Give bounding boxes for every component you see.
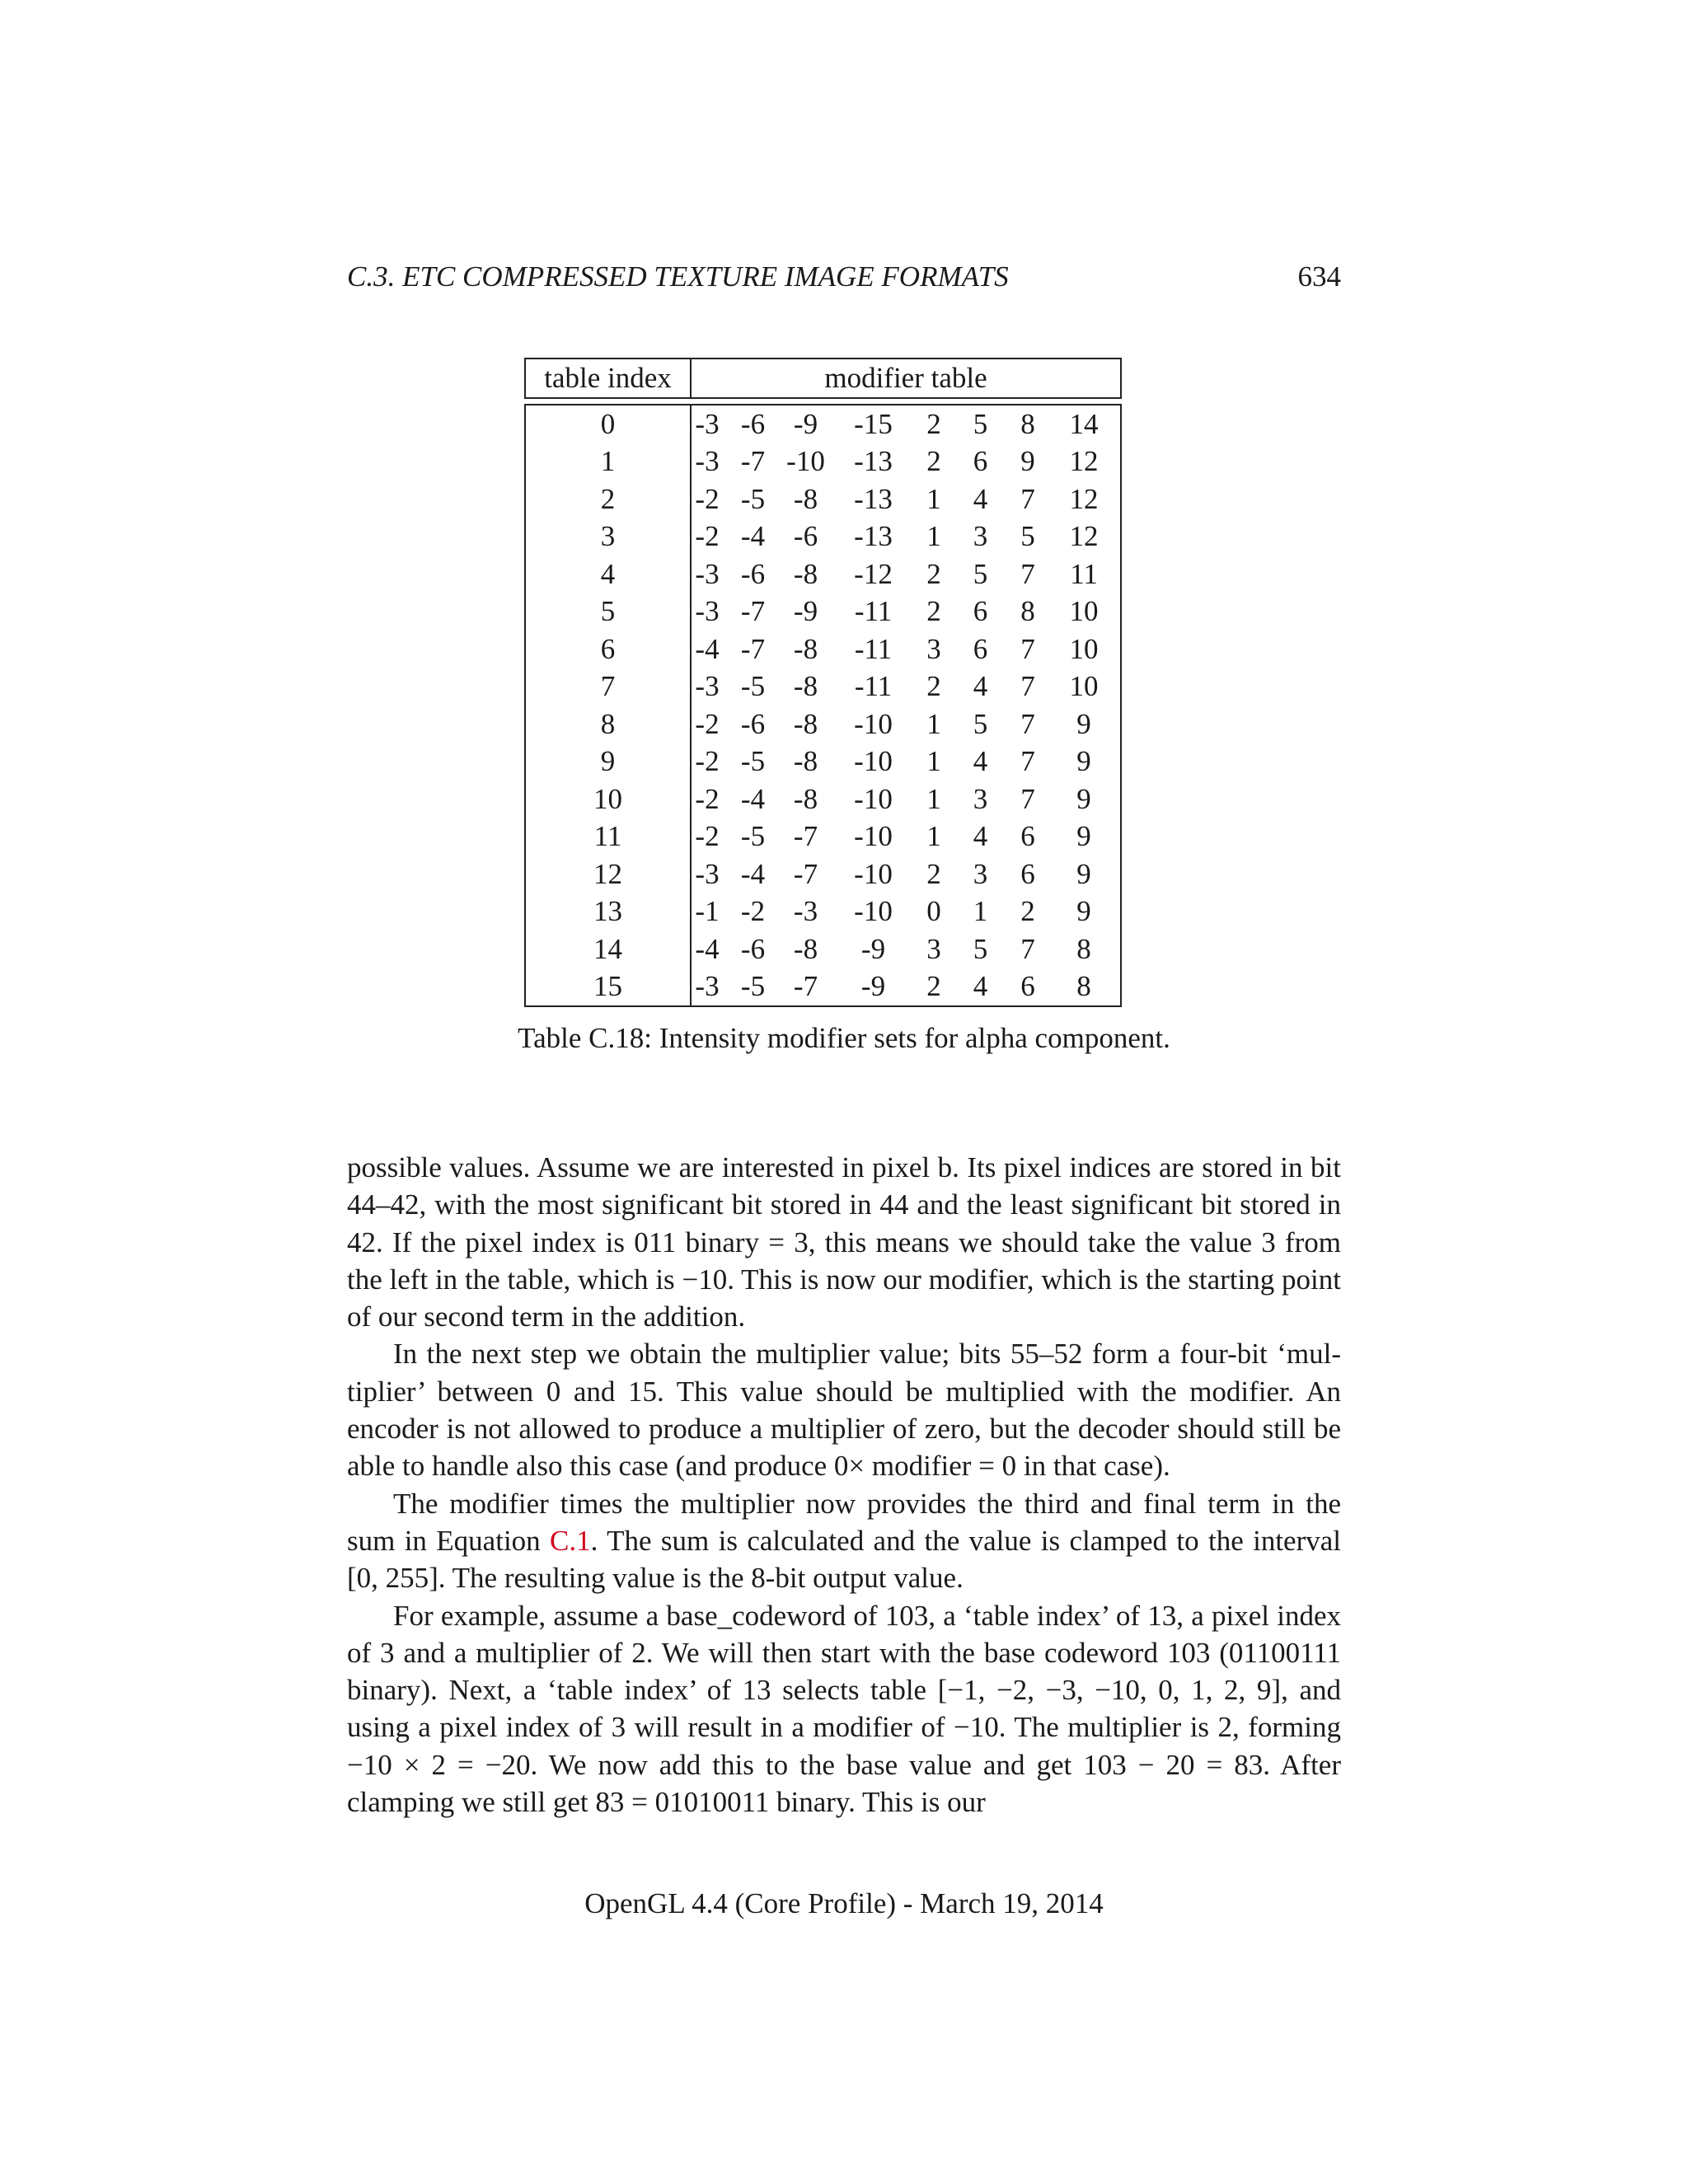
modifier-value-cell: -13 [854, 445, 893, 477]
modifier-value-cell: -5 [740, 745, 766, 777]
modifier-value-cell: -12 [854, 557, 893, 590]
page-footer: OpenGL 4.4 (Core Profile) - March 19, 2014 [584, 1887, 1104, 1919]
table-index-cell: 1 [524, 443, 692, 480]
table-row [524, 855, 1122, 893]
modifier-value-cell: -8 [793, 707, 818, 740]
modifier-value-cell: -7 [783, 968, 846, 1007]
modifier-value-cell: 1 [926, 745, 941, 777]
modifier-value-cell: 9 [1059, 855, 1122, 893]
modifier-value-cell: -13 [854, 482, 893, 515]
modifier-value-cell: 9 [1059, 743, 1122, 780]
modifier-value-cell: 8 [1011, 404, 1059, 443]
modifier-value-cell: 2 [1020, 895, 1035, 927]
modifier-table-container [524, 358, 1122, 1007]
modifier-value-cell: -15 [846, 404, 918, 443]
modifier-value-cell: -7 [793, 820, 818, 852]
paragraph-1: possible values. Assume we are interested in pixel b. Its pixel indices are stored in bit 44–42, with the most significant bit stored in 44 and the least significant bit stored in 42. If the pixel index is 011 binary = 3, this means we should take the value 3 from the left in the table, which is −10. This is now our modifier, which is the starting point of our second term in the addition. [347, 1151, 1341, 1333]
running-title: C.3. ETC COMPRESSED TEXTURE IMAGE FORMATS [347, 260, 1009, 293]
table-index-cell: 3 [524, 518, 692, 555]
modifier-value-cell: -10 [854, 820, 893, 852]
modifier-value-cell: -11 [854, 595, 893, 627]
table-index-cell: 4 [524, 555, 692, 593]
modifier-value-cell: -5 [740, 670, 766, 702]
modifier-value-cell: -9 [846, 968, 918, 1007]
table-index-cell: 2 [524, 480, 692, 518]
modifier-value-cell: 8 [1059, 930, 1122, 968]
modifier-value-cell: 9 [1020, 445, 1035, 477]
table-index-cell: 12 [524, 855, 692, 893]
modifier-value-cell: 9 [1059, 818, 1122, 855]
modifier-value-cell: -10 [854, 895, 893, 927]
modifier-value-cell: 5 [973, 557, 988, 590]
table-index-cell: 0 [524, 404, 692, 443]
modifier-value-cell: 10 [1059, 668, 1122, 705]
modifier-value-cell: 11 [1059, 555, 1122, 593]
modifier-value-cell: -7 [740, 632, 766, 665]
table-row [524, 480, 1122, 518]
modifier-value-cell: -5 [740, 820, 766, 852]
table-row [524, 630, 1122, 668]
modifier-value-cell: 7 [1020, 670, 1035, 702]
modifier-value-cell: 2 [918, 404, 964, 443]
modifier-value-cell: 7 [1020, 632, 1035, 665]
modifier-value-cell: -6 [793, 520, 818, 552]
modifier-value-cell: -7 [793, 857, 818, 890]
table-row [524, 593, 1122, 630]
modifier-value-cell: 1 [926, 707, 941, 740]
modifier-value-cell: 14 [1059, 404, 1122, 443]
table-row [524, 930, 1122, 968]
modifier-value-cell: 6 [973, 632, 988, 665]
modifier-value-cell: -9 [783, 404, 846, 443]
modifier-value-cell: 3 [926, 632, 941, 665]
modifier-value-cell: 6 [1011, 968, 1059, 1007]
table-index-cell: 7 [524, 668, 692, 705]
modifier-value-cell: 5 [973, 932, 988, 965]
table-row [524, 443, 1122, 480]
modifier-value-cell: 4 [973, 820, 988, 852]
modifier-value-cell: -10 [854, 745, 893, 777]
table-index-cell: 11 [524, 818, 692, 855]
modifier-value-cell: 4 [973, 670, 988, 702]
modifier-value-cell: -8 [793, 632, 818, 665]
table-row [524, 555, 1122, 593]
modifier-value-cell: 1 [973, 895, 988, 927]
modifier-value-cell: -11 [854, 670, 893, 702]
modifier-value-cell: -8 [793, 932, 818, 965]
modifier-value-cell: 3 [973, 782, 988, 815]
modifier-value-cell: 7 [1020, 707, 1035, 740]
modifier-table-header: modifier table [692, 358, 1122, 399]
modifier-value-cell: 12 [1059, 443, 1122, 480]
modifier-value-cell: 4 [973, 482, 988, 515]
modifier-value-cell: -8 [793, 782, 818, 815]
table-row [524, 518, 1122, 555]
modifier-value-cell: 7 [1020, 482, 1035, 515]
table-index-cell: 14 [524, 930, 692, 968]
modifier-value-cell: -3 [692, 404, 734, 443]
modifier-value-cell: -3 [695, 595, 720, 627]
modifier-value-cell: 5 [1020, 520, 1035, 552]
modifier-value-cell: -11 [854, 632, 893, 665]
modifier-value-cell: -5 [740, 482, 766, 515]
modifier-value-cell: 4 [964, 968, 1011, 1007]
table-row [524, 818, 1122, 855]
modifier-value-cell: 8 [1059, 968, 1122, 1007]
paragraph-2: In the next step we obtain the multiplier value; bits 55–52 form a four-bit ‘mul-tiplier’ between 0 and 15. This value should be multiplied with the modifier. An encoder is not allowed to produce a multiplier of zero, but the decoder should still be able to handle also this case (and produce 0× modifier = 0 in that case). [347, 1338, 1341, 1483]
modifier-value-cell: 1 [926, 782, 941, 815]
modifier-value-cell: 2 [926, 857, 941, 890]
modifier-value-cell: -3 [695, 670, 720, 702]
modifier-value-cell: 9 [1059, 705, 1122, 743]
modifier-value-cell: -2 [695, 482, 720, 515]
modifier-value-cell: -2 [695, 707, 720, 740]
modifier-value-cell: 1 [926, 520, 941, 552]
page-number: 634 [1297, 260, 1341, 293]
modifier-value-cell: 9 [1059, 780, 1122, 818]
modifier-value-cell: -4 [695, 932, 720, 965]
modifier-value-cell: -6 [734, 404, 783, 443]
modifier-value-cell: 2 [926, 557, 941, 590]
modifier-value-cell: -10 [854, 707, 893, 740]
table-row [524, 743, 1122, 780]
table-index-cell: 8 [524, 705, 692, 743]
table-index-cell: 13 [524, 893, 692, 930]
modifier-value-cell: -3 [695, 445, 720, 477]
body-text [347, 1149, 1341, 1821]
modifier-value-cell: 6 [973, 445, 988, 477]
modifier-value-cell: 5 [964, 404, 1011, 443]
modifier-value-cell: 8 [1020, 595, 1035, 627]
modifier-table [524, 358, 1122, 1007]
modifier-table-body [524, 404, 1122, 1007]
table-index-cell: 15 [524, 968, 692, 1007]
table-row [524, 893, 1122, 930]
modifier-value-cell: 7 [1020, 557, 1035, 590]
modifier-value-cell: -2 [695, 520, 720, 552]
table-row [524, 668, 1122, 705]
modifier-value-cell: 10 [1059, 593, 1122, 630]
modifier-value-cell: -8 [793, 557, 818, 590]
paragraph-4: For example, assume a base_codeword of 103, a ‘table index’ of 13, a pixel index of 3 and a multiplier of 2. We will then start with the base codeword 103 (01100111 binary). Next, a ‘table index’ of 13 selects table [−1, −2, −3, −10, 0, 1, 2, 9], and using a pixel index of 3 will result in a modifier of −10. The multiplier is 2, forming −10 × 2 = −20. We now add this to the base value and get 103 − 20 = 83. After clamping we still get 83 = 01010011 binary. This is our [347, 1599, 1341, 1819]
modifier-value-cell: -9 [793, 595, 818, 627]
modifier-value-cell: 6 [973, 595, 988, 627]
table-index-cell: 10 [524, 780, 692, 818]
modifier-value-cell: -2 [695, 820, 720, 852]
table-row [524, 705, 1122, 743]
modifier-value-cell: -4 [740, 782, 766, 815]
modifier-value-cell: -2 [695, 745, 720, 777]
modifier-value-cell: 3 [973, 520, 988, 552]
modifier-value-cell: 2 [926, 595, 941, 627]
paragraph-3-start: The modifier times the multiplier now provides the third and final term in the sum in Equation [347, 1487, 1341, 1557]
modifier-value-cell: -7 [740, 445, 766, 477]
modifier-value-cell: 3 [926, 932, 941, 965]
modifier-value-cell: -3 [793, 895, 818, 927]
modifier-value-cell: -10 [854, 782, 893, 815]
table-row [524, 404, 1122, 443]
table-index-header: table index [524, 358, 692, 399]
modifier-value-cell: 12 [1059, 518, 1122, 555]
modifier-value-cell: -10 [786, 445, 825, 477]
modifier-value-cell: -2 [740, 895, 766, 927]
modifier-value-cell: 6 [1020, 857, 1035, 890]
table-row [524, 780, 1122, 818]
modifier-value-cell: -8 [793, 670, 818, 702]
modifier-value-cell: -3 [692, 968, 734, 1007]
table-index-cell: 9 [524, 743, 692, 780]
modifier-value-cell: -6 [740, 707, 766, 740]
modifier-value-cell: -10 [854, 857, 893, 890]
modifier-value-cell: 6 [1020, 820, 1035, 852]
modifier-value-cell: 7 [1020, 782, 1035, 815]
modifier-value-cell: -13 [854, 520, 893, 552]
modifier-value-cell: -3 [695, 857, 720, 890]
modifier-value-cell: -8 [793, 482, 818, 515]
modifier-value-cell: -7 [740, 595, 766, 627]
equation-reference-link[interactable]: C.1 [550, 1524, 591, 1557]
table-caption: Table C.18: Intensity modifier sets for alpha component. [518, 1022, 1170, 1054]
modifier-value-cell: 1 [926, 820, 941, 852]
modifier-value-cell: 12 [1059, 480, 1122, 518]
modifier-value-cell: 2 [926, 670, 941, 702]
paragraph-3 [347, 1485, 1341, 1597]
modifier-value-cell: 0 [926, 895, 941, 927]
modifier-value-cell: 2 [926, 445, 941, 477]
modifier-value-cell: -6 [740, 557, 766, 590]
table-row [524, 968, 1122, 1007]
modifier-value-cell: -4 [740, 520, 766, 552]
modifier-value-cell: 1 [926, 482, 941, 515]
modifier-value-cell: -1 [695, 895, 720, 927]
modifier-value-cell: 3 [973, 857, 988, 890]
modifier-value-cell: -4 [740, 857, 766, 890]
modifier-value-cell: -4 [695, 632, 720, 665]
modifier-value-cell: -9 [860, 932, 886, 965]
modifier-value-cell: -8 [793, 745, 818, 777]
modifier-value-cell: -3 [695, 557, 720, 590]
modifier-value-cell: -2 [695, 782, 720, 815]
paragraph-3-end: . The sum is calculated and the value is clamped to the interval [0, 255]. The resulting value is the 8-bit output value. [347, 1524, 1341, 1595]
modifier-value-cell: 9 [1059, 893, 1122, 930]
modifier-value-cell: 10 [1059, 630, 1122, 668]
modifier-value-cell: 5 [973, 707, 988, 740]
table-index-cell: 6 [524, 630, 692, 668]
modifier-value-cell: 2 [918, 968, 964, 1007]
modifier-value-cell: 7 [1020, 932, 1035, 965]
modifier-value-cell: 4 [973, 745, 988, 777]
running-header [347, 260, 1341, 300]
modifier-value-cell: -6 [740, 932, 766, 965]
modifier-value-cell: -5 [734, 968, 783, 1007]
modifier-value-cell: 7 [1020, 745, 1035, 777]
table-index-cell: 5 [524, 593, 692, 630]
